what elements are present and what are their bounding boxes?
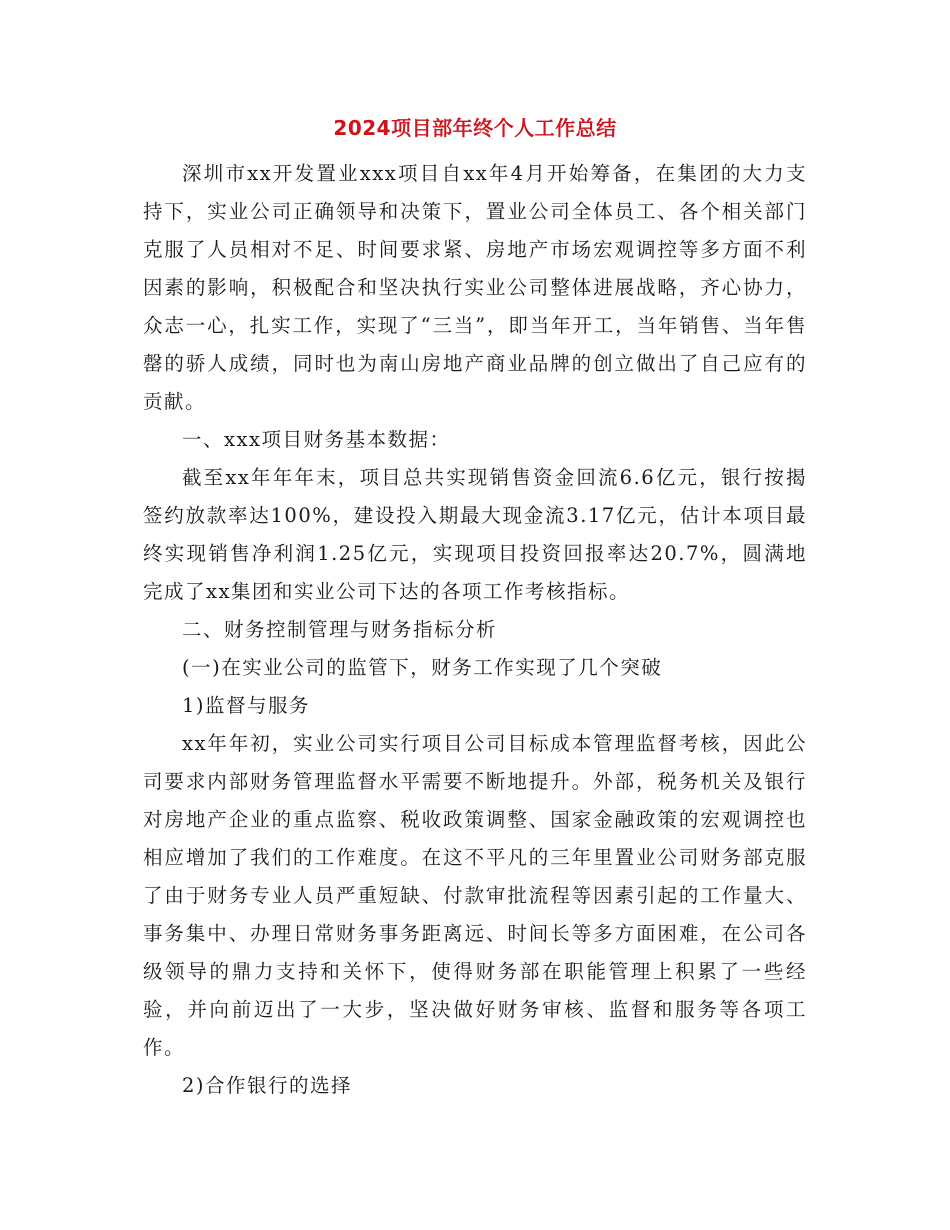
intro-paragraph: 深圳市xx开发置业xxx项目自xx年4月开始筹备，在集团的大力支持下，实业公司正确领导和决策下，置业公司全体员工、各个相关部门克服了人员相对不足、时间要求紧、房地产市场宏观调控等多方面不利因素的影响，积极配合和坚决执行实业公司整体进展战略，齐心协力，众志一心，扎实工作，实现了“三当”，即当年开工，当年销售、当年售罄的骄人成绩，同时也为南山房地产商业品牌的创立做出了自己应有的贡献。 xyxy=(143,162,807,413)
subsection-heading-1: (一)在实业公司的监管下，财务工作实现了几个突破 xyxy=(182,656,663,679)
section-heading-1: 一、xxx项目财务基本数据： xyxy=(182,428,451,451)
document-body xyxy=(143,155,807,1105)
section-heading-2: 二、财务控制管理与财务指标分析 xyxy=(182,618,498,641)
document-title: 2024项目部年终个人工作总结 xyxy=(333,116,617,140)
financial-data-paragraph: 截至xx年年年末，项目总共实现销售资金回流6.6亿元，银行按揭签约放款率达100%，建设投入期最大现金流3.17亿元，估计本项目最终实现销售净利润1.25亿元，实现项目投资回报率达20.7%，圆满地完成了xx集团和实业公司下达的各项工作考核指标。 xyxy=(143,466,807,603)
item-heading-2: 2)合作银行的选择 xyxy=(182,1074,353,1097)
supervision-paragraph: xx年年初，实业公司实行项目公司目标成本管理监督考核，因此公司要求内部财务管理监督水平需要不断地提升。外部，税务机关及银行对房地产企业的重点监察、税收政策调整、国家金融政策的宏观调控也相应增加了我们的工作难度。在这不平凡的三年里置业公司财务部克服了由于财务专业人员严重短缺、付款审批流程等因素引起的工作量大、事务集中、办理日常财务事务距离远、时间长等多方面困难，在公司各级领导的鼎力支持和关怀下，使得财务部在职能管理上积累了一些经验，并向前迈出了一大步，坚决做好财务审核、监督和服务等各项工作。 xyxy=(143,732,807,1059)
item-heading-1: 1)监督与服务 xyxy=(182,694,311,717)
